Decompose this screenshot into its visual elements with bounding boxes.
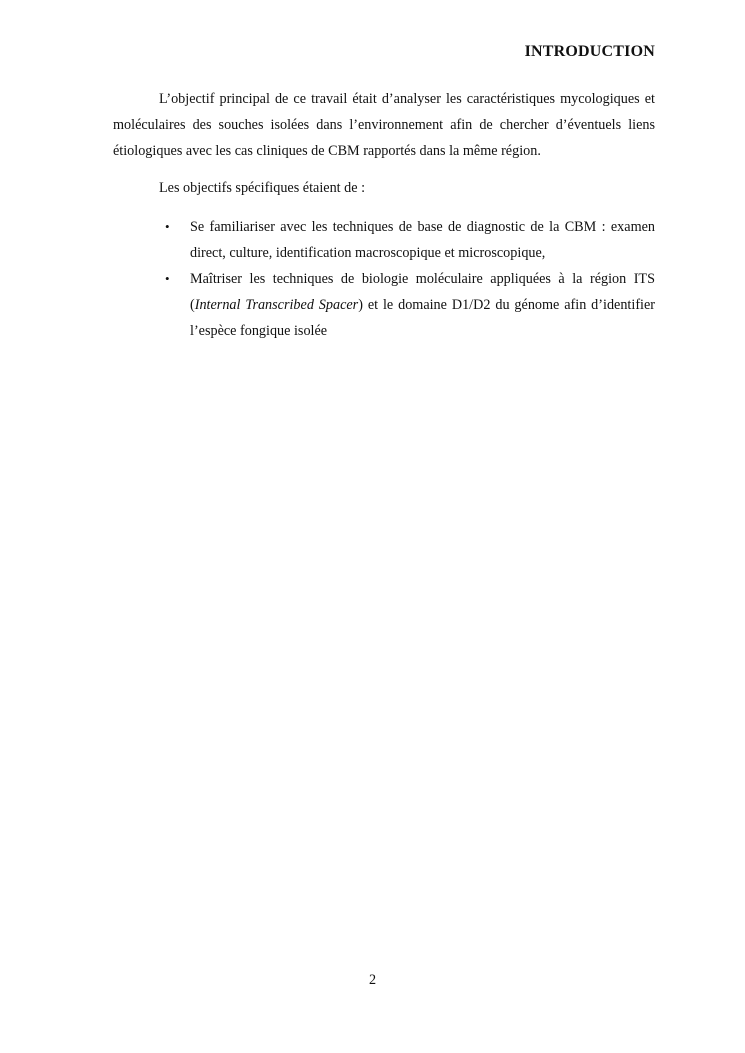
list-item-text-italic: Internal Transcribed Spacer xyxy=(194,297,359,313)
page-number: 2 xyxy=(368,972,377,988)
intro-paragraph: L’objectif principal de ce travail était d’analyser les caractéristiques mycologiques et moléculaires des souches isolées dans l’environnement afin de chercher d’éventuels liens étiologiques avec les cas cliniques de CBM rapportés dans la même région. xyxy=(113,91,655,159)
bullet-icon: • xyxy=(165,271,170,286)
objectives-list xyxy=(165,214,656,344)
list-item-text-start: Maîtriser les techniques de biologie moléculaire appliquées à la région ITS ( xyxy=(190,271,655,313)
list-item-text: Se familiariser avec les techniques de base de diagnostic de la CBM : examen direct, culture, identification macroscopique et microscopique, xyxy=(190,219,655,261)
section-title: INTRODUCTION xyxy=(524,43,655,60)
list-item-text-end: ) et le domaine D1/D2 du génome afin d’identifier l’espèce fongique isolée xyxy=(190,297,656,339)
list-item xyxy=(165,214,655,266)
list-item xyxy=(165,266,656,344)
bullet-icon: • xyxy=(165,219,170,234)
objectives-lead: Les objectifs spécifiques étaient de : xyxy=(159,180,366,196)
